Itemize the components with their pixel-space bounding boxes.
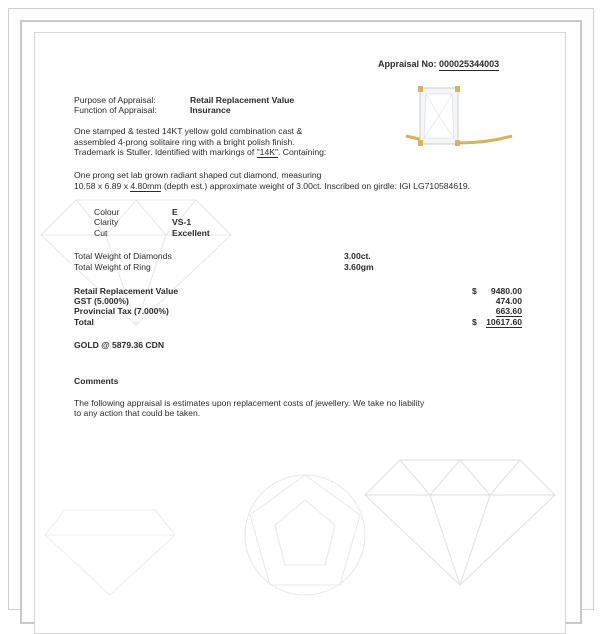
description-line: assembled 4-prong solitaire ring with a bright polish finish. bbox=[74, 136, 295, 147]
total-amount: 10617.60 bbox=[486, 317, 522, 327]
currency-symbol: $ bbox=[472, 286, 477, 296]
gst-amount: 474.00 bbox=[495, 296, 522, 306]
description-line: One stamped & tested 14KT yellow gold combination cast & bbox=[74, 126, 303, 136]
pst-label: Provincial Tax (7.000%) bbox=[74, 306, 169, 316]
marking-text: "14K" bbox=[256, 147, 279, 157]
appraisal-number-label: Appraisal No: bbox=[378, 59, 437, 69]
diamond-text: 10.58 x 6.89 x bbox=[74, 180, 131, 191]
gold-price: GOLD @ 5879.36 CDN bbox=[74, 340, 165, 350]
function-label: Function of Appraisal: bbox=[74, 105, 157, 115]
weight-value: 3.60gm bbox=[344, 262, 374, 272]
ring-description bbox=[74, 126, 404, 158]
description-text: Trademark is Stuller. Identified with markings of bbox=[74, 147, 257, 157]
purpose-label: Purpose of Appraisal: bbox=[74, 95, 156, 105]
weight-label: Total Weight of Diamonds bbox=[74, 251, 172, 261]
currency-symbol: $ bbox=[472, 317, 477, 327]
comments-heading: Comments bbox=[74, 376, 119, 386]
grade-label: Cut bbox=[94, 228, 108, 238]
diamond-text: (depth est.) approximate weight of 3.00ct. Inscribed on girdle: IGI LG710584619. bbox=[161, 180, 471, 191]
total-label: Total bbox=[74, 317, 94, 327]
diamond-line: One prong set lab grown radiant shaped cut diamond, measuring bbox=[74, 170, 322, 180]
gst-label: GST (5.000%) bbox=[74, 296, 129, 306]
depth-text: 4.80mm bbox=[130, 180, 162, 191]
retail-amount: 9480.00 bbox=[490, 286, 522, 296]
grade-label: Colour bbox=[94, 207, 120, 217]
description-line bbox=[74, 147, 404, 158]
comments-line: to any action that could be taken. bbox=[74, 408, 201, 418]
pst-amount: 663.60 bbox=[495, 306, 522, 316]
comments-line: The following appraisal is estimates upon replacement costs of jewellery. We take no liability bbox=[74, 398, 425, 408]
diamond-description bbox=[74, 170, 554, 191]
function-value: Insurance bbox=[190, 105, 231, 115]
weight-label: Total Weight of Ring bbox=[74, 262, 151, 272]
weight-value: 3.00ct. bbox=[344, 251, 371, 261]
grade-value: VS-1 bbox=[172, 217, 192, 227]
grade-value: E bbox=[172, 207, 178, 217]
retail-label: Retail Replacement Value bbox=[74, 286, 179, 296]
appraisal-number-value: 000025344003 bbox=[439, 59, 500, 69]
purpose-value: Retail Replacement Value bbox=[190, 95, 295, 105]
grade-value: Excellent bbox=[172, 228, 210, 238]
grade-label: Clarity bbox=[94, 217, 119, 227]
description-text: . Containing: bbox=[278, 147, 327, 157]
diamond-line bbox=[74, 181, 554, 192]
appraisal-number bbox=[378, 59, 499, 69]
diamond-ring-image-icon bbox=[404, 84, 514, 164]
